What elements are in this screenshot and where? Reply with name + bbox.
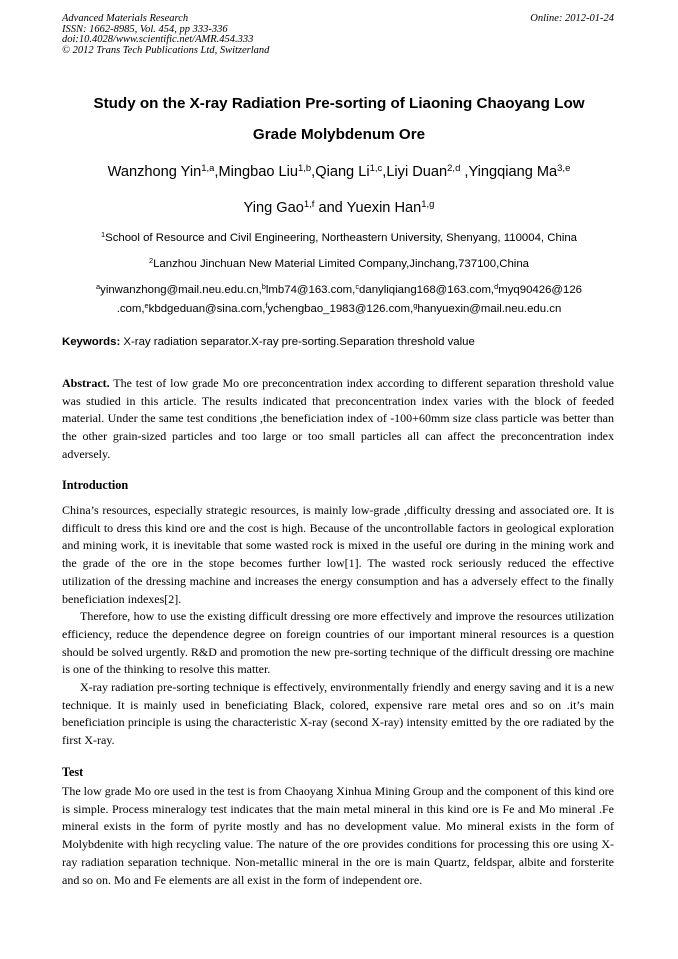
paragraph: Therefore, how to use the existing difficult dressing ore more effectively and improve the resources utilization efficiency, reduce the dependence degree on foreign countries of our important mineral resources is a question should be solved urgently. R&D and promotion the new pre-sorting technique of the difficult dressing ore machine is one of the thinking to resolve this matter. xyxy=(62,609,614,677)
keywords-label: Keywords: xyxy=(62,336,121,348)
paragraph: China’s resources, especially strategic resources, is mainly low-grade ,difficulty dressing and associated ore. It is difficult to dress this kind ore and the cost is high. Because of the uncontrollable factors in geological exploration and mining work, it is inevitable that some wasted rock is mixed in the useful ore during in the mining work and the grade of the ore in the stope becomes further low[1]. The wasted rock seriously reduced the effective utilization of the dressing machine and increases the energy consumption and has a adversely effect to the finally beneficiation indexes[2]. xyxy=(62,503,614,606)
introduction-heading: Introduction xyxy=(62,478,129,492)
doi-line: doi:10.4028/www.scientific.net/AMR.454.333 xyxy=(62,34,254,46)
email-sup: d xyxy=(494,281,499,291)
test-body xyxy=(62,783,614,889)
author-name: Wanzhong Yin xyxy=(107,164,202,180)
keywords xyxy=(62,336,616,348)
abstract-label: Abstract. xyxy=(62,376,110,390)
author-sup: 1,g xyxy=(421,198,435,210)
email-sup: a xyxy=(96,281,101,291)
introduction-body xyxy=(62,502,614,750)
authors-line-1: Wanzhong Yin$^{1,a}$,Mingbao Liu$^{1,b}$,Qiang Li$^{1,c}$,Liyi Duan$^{2,d}$ ,Yingqiang Ma$^{3,e}$ xyxy=(107,162,571,180)
author-sup: 3,e xyxy=(557,162,571,174)
online-date: Online: 2012-01-24 xyxy=(530,13,614,24)
abstract-text: The test of low grade Mo ore preconcentration index according to different separation threshold value was studied in this article. The results indicated that preconcentration index varies with the block of feeded material. Under the same test conditions ,the beneficiation index of -100+60mm size class particle was better than the other grain-sized particles and too large or too small particles all can affect the preconcentration index adversely. xyxy=(62,376,614,461)
email-line-2 xyxy=(62,300,616,319)
copyright-line: © 2012 Trans Tech Publications Ltd, Switzerland xyxy=(62,44,270,56)
author-sup: 1,f xyxy=(303,198,315,210)
author-sup: 1,b xyxy=(297,162,312,174)
author-name: Mingbao Liu xyxy=(218,164,298,180)
journal-header xyxy=(62,14,269,56)
author-name: Liyi Duan xyxy=(386,164,448,180)
affiliation-2 xyxy=(62,255,616,270)
affiliation-sup: 2 xyxy=(148,255,154,265)
email-sup: b xyxy=(261,281,266,291)
affiliation-text: School of Resource and Civil Engineering, Northeastern University, Shenyang, 110004, China xyxy=(105,232,578,244)
and-word: and xyxy=(318,200,343,216)
email-sup: e xyxy=(144,300,149,310)
keywords-text: X-ray radiation separator.X-ray pre-sorting.Separation threshold value xyxy=(123,336,475,348)
title-line-1: Study on the X-ray Radiation Pre-sorting of Liaoning Chaoyang Low xyxy=(93,95,585,112)
author-name: Ying Gao xyxy=(243,200,304,216)
paragraph: The low grade Mo ore used in the test is from Chaoyang Xinhua Mining Group and the component of this kind ore is simple. Process mineralogy test indicates that the main metal mineral in this kind ore is Fe and Mo mineral .Fe mineral exists in the form of pyrite mostly and has no development value. Mo mineral exists in the form of Molybdenite with high recycling value. The nature of the ore provides conditions for processing this ore using X-ray radiation separation technique. Non-metallic mineral in the ore is main Quartz, feldspar, albite and forsterite and so on. Mo and Fe elements are all exist in the form of independent ore. xyxy=(62,784,614,887)
authors-line-2 xyxy=(62,190,616,226)
email-address: danyliqiang168@163.com, xyxy=(359,284,495,296)
email-address: lmb74@163.com, xyxy=(265,284,356,296)
author-sup: 2,d xyxy=(447,162,461,174)
paper-title xyxy=(62,88,616,150)
author-name: Yuexin Han xyxy=(346,200,422,216)
author-list xyxy=(62,154,616,226)
issn-line: ISSN: 1662-8985, Vol. 454, pp 333-336 xyxy=(62,23,228,35)
email-list xyxy=(62,281,616,319)
test-heading: Test xyxy=(62,765,84,779)
email-sup: g xyxy=(413,300,418,310)
affiliation-text: Lanzhou Jinchuan New Material Limited Company,Jinchang,737100,China xyxy=(153,258,530,270)
affiliation-1 xyxy=(62,229,616,244)
author-name: Qiang Li xyxy=(315,164,370,180)
email-line-1 xyxy=(62,281,616,300)
email-sup: f xyxy=(265,300,268,310)
author-sup: 1,c xyxy=(369,162,383,174)
abstract xyxy=(62,375,614,464)
email-address: hanyuexin@mail.neu.edu.cn xyxy=(417,303,562,315)
journal-name: Advanced Materials Research xyxy=(62,13,189,24)
paragraph: X-ray radiation pre-sorting technique is effectively, environmentally friendly and energy saving and it is a new technique. It is mainly used in beneficiating Black, colored, expensive rare metal ores and so on .it’s main beneficiation principle is using the characteristic X-ray (second X-ray) intensity emitted by the ore radiated by the first X-ray. xyxy=(62,680,614,748)
author-name: Yingqiang Ma xyxy=(468,164,558,180)
author-sup: 1,a xyxy=(201,162,215,174)
email-address: kbdgeduan@sina.com, xyxy=(148,303,266,315)
email-address: yinwanzhong@mail.neu.edu.cn, xyxy=(100,284,262,296)
email-address: ychengbao_1983@126.com, xyxy=(267,303,414,315)
email-address: myq90426@126 xyxy=(498,284,582,296)
email-address: .com, xyxy=(116,303,145,315)
title-line-2: Grade Molybdenum Ore xyxy=(252,126,426,143)
affiliation-sup: 1 xyxy=(100,229,106,239)
email-sup: c xyxy=(355,281,360,291)
